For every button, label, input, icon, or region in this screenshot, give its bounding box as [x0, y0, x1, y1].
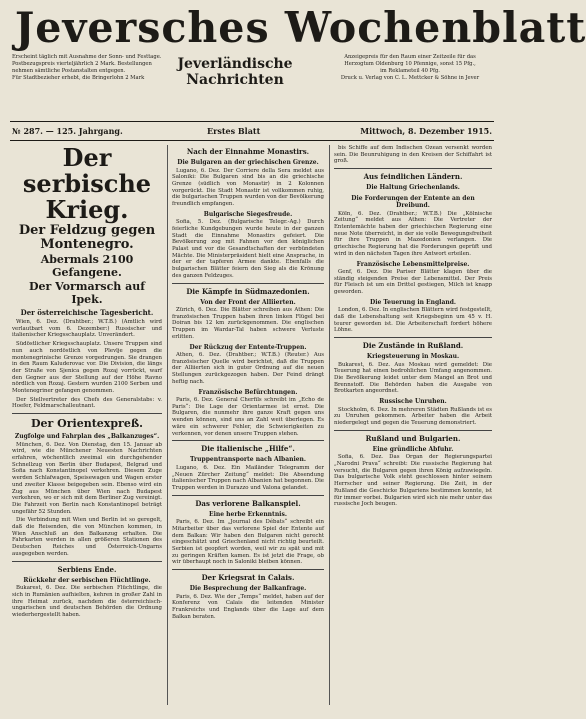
- article-paragraph: Lugano, 6. Dez. Der Corriere della Sera meldet aus Saloniki: Die Bulgaren sind bis an die griechische Grenze (südlich von Monastir) in 2 Kolonnen vorgerückt. Die Stadt Monastir ist vollkommen ruhig, die bulgarischen Truppen wurden von der Bevölkerung freundlich empfangen.: [172, 167, 324, 208]
- section-divider: [334, 168, 492, 169]
- section-heading: Der Orientexpreß.: [30, 417, 144, 431]
- section-subheading: Eine gründliche Abfuhr.: [372, 445, 454, 453]
- section-subheading: Die Forderungen der Entente an den Dreibund.: [351, 194, 475, 210]
- article-paragraph: Athen, 6. Dez. (Drahtber.; W.T.B.) (Reuter.) Aus französischer Quelle wird berichtet, daß die Truppen der Alliierten sich in guter Ordnung auf die neuen Stellungen zurückgezogen haben. Der Feind drängt heftig nach.: [172, 352, 324, 385]
- section-subheading: Kriegsteuerung in Moskau.: [366, 353, 460, 361]
- section-divider: [172, 569, 324, 570]
- advertising-line: Anzeigepreis für den Raum einer Zeitzeile für das: [344, 54, 476, 60]
- article-paragraph: Sofia, 6. Dez. Das Organ der Regierungspartei „Narodni Prava“ schreibt: Die russische Regierung hat versucht, die Bulgaren gegen ihren König aufzuwiegeln. Das bulgarische Volk steht geschlossen hinter seinem Herrscher und seiner Regierung. Die Zeit, in der Rußland die Geschicke Bulgariens bestimmen konnte, ist für immer vorbei. Bulgarien wird sich nie mehr unter das russische Joch beugen.: [334, 454, 492, 508]
- section-divider: [12, 561, 162, 562]
- subscription-line: Erscheint täglich mit Ausnahme der Sonn- und Festtage.: [12, 54, 162, 60]
- main-headline: Der serbische Krieg.: [22, 143, 152, 224]
- section-heading: Nach der Einnahme Monastirs.: [186, 147, 310, 156]
- subscription-info: [12, 54, 162, 116]
- article-paragraph: Bukarest, 6. Dez. Aus Moskau wird gemeldet: Die Teuerung hat einen bedrohlichen Umfang angenommen. Die Bevölkerung leidet unter dem Mangel an Brot und Brennstoff. Die Behörden haben die Ausgabe von Brotkarten angeordnet.: [334, 361, 492, 395]
- article-paragraph: Genf, 6. Dez. Die Pariser Blätter klagen über die ständig steigenden Preise der Lebensmittel. Der Preis für Fleisch ist um ein Drittel gestiegen, Milch ist knapp geworden.: [334, 269, 492, 296]
- subheadline: Der Feldzug gegen Montenegro.: [18, 223, 156, 252]
- advertising-info: [330, 54, 490, 116]
- column-rule: [167, 145, 168, 705]
- section-heading: Rußland und Bulgarien.: [365, 433, 461, 443]
- section-subheading: Von der Front der Alliierten.: [200, 298, 296, 306]
- section-heading: Serbiens Ende.: [57, 564, 117, 574]
- section-divider: [172, 440, 324, 441]
- section-subheading: Russische Unruhen.: [379, 398, 447, 406]
- masthead-title: Jeversches Wochenblatt: [14, 3, 586, 52]
- column-rule: [329, 145, 330, 705]
- article-paragraph: London, 6. Dez. In englischen Blättern wird festgestellt, daß die Lebenshaltung seit Kriegsbeginn um 45 v. H. teurer geworden ist. Die Arbeiterschaft fordert höhere Löhne.: [334, 307, 492, 334]
- dateline: [12, 125, 492, 137]
- subheadline-prisoners: Abermals 2100 Gefangene.: [40, 253, 134, 279]
- article-paragraph: Paris, 6. Dez. General Cherfils schreibt im „Echo de Paris“: Die Lage der Orientarmee ist ernst. Die Bulgaren, die nunmehr ihre ganze Kraft gegen uns wenden können, sind uns an Zahl weit überlegen. Es wäre ein schwerer Fehler, die Schwierigkeiten zu verkennen, vor denen unsere Truppen stehen.: [172, 397, 324, 437]
- report-title: Der österreichische Tagesbericht.: [20, 308, 154, 317]
- section-subheading: Rückkehr der serbischen Flüchtlinge.: [23, 576, 151, 584]
- section-divider: [334, 430, 492, 431]
- section-heading: Die Kämpfe in Südmazedonien.: [186, 286, 310, 296]
- article-paragraph: München, 6. Dez. Von Dienstag, den 15. Januar ab wird, wie die Münchener Neuesten Nachrichten erfahren, wöchentlich zweimal ein durchgehender Schnellzug von Berlin über Budapest, Belgrad und Sofia nach Konstantinopel verkehren. Diesem Zuge werden Schlafwagen, Speisewagen und Wagen erster und zweiter Klasse beigegeben sein. Ebenso wird ein Zug aus München über Wien nach Budapest verkehren, wo er sich mit dem Berliner Zug vereinigt. Die Fahrzeit von Berlin nach Konstantinopel beträgt ungefähr 52 Stunden.: [12, 441, 162, 515]
- section-heading: Der Kriegsrat in Calais.: [201, 573, 295, 583]
- section-subheading: Die Teuerung in England.: [369, 298, 456, 306]
- advertising-line: Druck u. Verlag von C. L. Mettcker & Söhne in Jever: [340, 75, 480, 81]
- masthead-subtitle: [170, 56, 300, 88]
- article-paragraph: Lugano, 6. Dez. Ein Mailänder Telegramm der „Neuen Zürcher Zeitung“ meldet: Die Absendung italienischer Truppen nach Albanien hat begonnen. Die Truppen werden in Durazzo und Valona gelandet.: [172, 464, 324, 491]
- article-paragraph: Zürich, 6. Dez. Die Blätter schreiben aus Athen: Die französischen Truppen haben ihren linken Flügel bei Doiran bis 12 km zurückgenommen. Die englischen Truppen im Wardar-Tal haben schwere Verluste erlitten.: [172, 307, 324, 340]
- advertising-line: im Reklameteil 40 Pfg.: [380, 68, 440, 74]
- column-1: [12, 145, 162, 705]
- section-subheading: Die Bulgaren an der griechischen Grenze.: [177, 159, 319, 166]
- section-subheading: Eine herbe Erkenntnis.: [209, 510, 287, 518]
- section-divider: [172, 283, 324, 284]
- column-2: [172, 145, 324, 705]
- article-paragraph: Der Stellvertreter des Chefs des Generalstabs: v. Hoefer, Feldmarschalleutnant.: [12, 396, 162, 410]
- section-subheading: Zugfolge und Fahrplan des „Balkanzuges“.: [14, 433, 160, 441]
- section-divider: [334, 337, 492, 338]
- issue-date: Mittwoch, 8. Dezember 1915.: [360, 126, 492, 136]
- article-paragraph: Paris, 6. Dez. Wie der „Temps“ meldet, haben auf der Konferenz von Calais die leitenden Minister Frankreichs und Englands über die Lage auf dem Balkan beraten.: [172, 593, 324, 620]
- subheadline-advance: Der Vormarsch auf Ipek.: [29, 280, 145, 306]
- section-subheading: Französische Befürchtungen.: [198, 388, 298, 396]
- article-paragraph: Südöstlicher Kriegsschauplatz. Unsere Truppen sind nun auch nordöstlich von Plevlje gegen die montenegrinische Grenze vorgedrungen. Sie drangen in den Raum Kaluderovac vor. Die Division, die längs der Straße von Sjenica gegen Rozaj vorrückt, warf den Gegner aus der Stellung auf der Höhe Ravno nördlich von Rozaj. Gestern wurden 2100 Serben und Montenegriner gefangen genommen.: [12, 341, 162, 395]
- column-3: [334, 145, 492, 705]
- section-divider: [12, 413, 162, 414]
- header-rule-top: [10, 121, 494, 122]
- header-rule-bottom: [10, 140, 494, 141]
- subscription-line: nehmen sämtliche Postanstalten entgegen.: [12, 68, 126, 74]
- article-paragraph: Die Verbindung mit Wien und Berlin ist so geregelt, daß die Reisenden, die von München kommen, in Wien Anschluß an den Balkanzug erhalten. Die Fahrkarten werden in allen größeren Stationen des Deutschen Reiches und Österreich-Ungarns ausgegeben werden.: [12, 517, 162, 557]
- article-paragraph: Sofia, 5. Dez. (Bulgarische Telegr.-Ag.) Durch feierliche Kundgebungen wurde heute in der ganzen Stadt die Einnahme Monastirs gefeiert. Die Bevölkerung zog mit Fahnen vor den königlichen Palast und vor die Gesandtschaften der verbündeten Mächte. Die Ministerpräsident hielt eine Ansprache, in der er der tapferen Armee dankte. Ebenfalls die bulgarischen Blätter feiern den Sieg als die Krönung des ganzen Feldzuges.: [172, 219, 324, 279]
- subscription-line: Für Stadtbezieher erhebt, die Bringerlohn 2 Mark: [12, 75, 145, 81]
- section-subheading: Die Besprechung der Balkanfrage.: [189, 585, 307, 593]
- section-heading: Aus feindlichen Ländern.: [363, 172, 463, 182]
- issue-number: № 287. — 125. Jahrgang.: [12, 126, 123, 136]
- section-subheading: Die Haltung Griechenlands.: [366, 184, 460, 192]
- article-paragraph: Bukarest, 6. Dez. Die serbischen Flüchtlinge, die sich in Rumänien aufhielten, kehren in großer Zahl in ihre Heimat zurück, nachdem die österreichisch-ungarischen und deutschen Behörden die Ordnung wiederhergestellt haben.: [12, 585, 162, 618]
- section-heading: Das verlorene Balkanspiel.: [195, 498, 301, 508]
- sheet-label: Erstes Blatt: [207, 126, 261, 136]
- article-paragraph: Köln, 6. Dez. (Drahtber.; W.T.B.) Die „Kölnische Zeitung“ meldet aus Athen: Die Vertreter der Ententemächte haben der griechischen Regierung eine neue Note überreicht, in der sie volle Bewegungsfreiheit für ihre Truppen in Mazedonien verlangen. Die griechische Regierung hat die Forderungen geprüft und wird in den nächsten Tagen ihre Antwort erteilen.: [334, 210, 492, 257]
- advertising-line: Herzogtum Oldenburg 10 Pfennige, sonst 15 Pfg.,: [344, 61, 476, 67]
- section-divider: [172, 495, 324, 496]
- subscription-line: Postbezugspreis vierteljährlich 2 Mark. Bestellungen: [12, 61, 152, 67]
- subtitle-line-1: Jeverländische: [177, 56, 293, 72]
- section-subheading: Der Rückzug der Entente-Truppen.: [189, 343, 307, 351]
- article-paragraph: Stockholm, 6. Dez. In mehreren Städten Rußlands ist es zu Unruhen gekommen. Arbeiter haben die Arbeit niedergelegt und gegen die Teuerung demonstriert.: [334, 406, 492, 427]
- article-paragraph: Wien, 6. Dez. (Drahtber.; W.T.B.) (Amtlich wird verlautbart vom 6. Dezember:) Russischer und italienischer Kriegsschauplatz. Unverändert.: [12, 319, 162, 339]
- section-heading: Die italienische „Hilfe“.: [201, 444, 295, 454]
- section-subheading: Französische Lebensmittelpreise.: [356, 260, 470, 268]
- article-paragraph: Paris, 6. Dez. Im „Journal des Débats“ schreibt ein Mitarbeiter über das verlorene Spiel der Entente auf dem Balkan: Wir haben den Bulgaren nicht gerecht eingeschätzt und Griechenland nicht richtig beurteilt. Serbien ist geopfert worden, weil wir zu spät und mit zu geringen Kräften kamen. Es ist jetzt die Frage, ob wir überhaupt noch in Saloniki bleiben können.: [172, 519, 324, 566]
- section-subheading: Bulgarische Siegesfreude.: [203, 210, 293, 218]
- article-paragraph: bis Schiffe auf dem Indischen Ozean versenkt worden sein. Die Beunruhigung in den Kreisen der Schiffahrt ist groß.: [334, 145, 492, 165]
- section-subheading: Truppentransporte nach Albanien.: [189, 456, 306, 464]
- subtitle-line-2: Nachrichten: [186, 72, 284, 88]
- section-heading: Die Zustände in Rußland.: [362, 341, 464, 351]
